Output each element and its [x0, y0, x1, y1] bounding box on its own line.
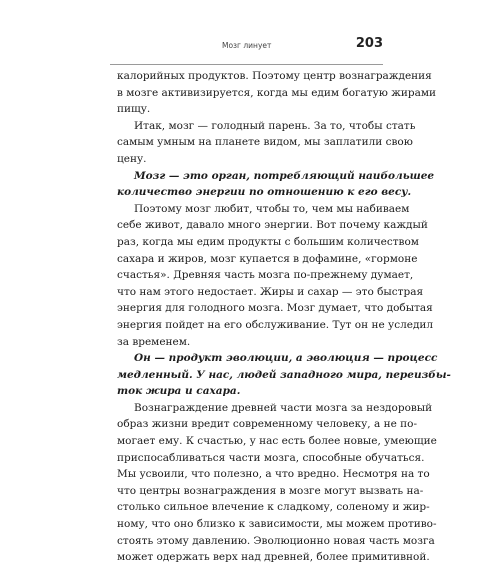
text-line: столько сильное влечение к сладкому, соленому и жир- [117, 501, 430, 514]
text-line: Мы усвоили, что полезно, а что вредно. Несмотря на то [117, 468, 430, 481]
text-line: энергия пойдет на его обслуживание. Тут он не уследил [117, 318, 434, 331]
text-line: стоять этому давлению. Эволюционно новая часть мозга [117, 534, 435, 547]
text-line: Итак, мозг — голодный парень. За то, чтобы стать [134, 119, 416, 132]
page-header [110, 38, 383, 65]
text-line: самым умным на планете видом, мы заплатили свою [117, 136, 413, 149]
emphasis-line: медленный. У нас, людей западного мира, переизбы- [117, 368, 451, 381]
text-line: что нам этого недостает. Жиры и сахар — это быстрая [117, 285, 424, 298]
text-line: энергия для голодного мозга. Мозг думает, что добытая [117, 302, 433, 315]
emphasis-line: ток жира и сахара. [117, 385, 241, 398]
text-line: за временем. [117, 335, 191, 348]
text-line: калорийных продуктов. Поэтому центр вознаграждения [117, 70, 432, 82]
text-line: себе живот, давало много энергии. Вот почему каждый [117, 219, 428, 232]
emphasis-line: Мозг — это орган, потребляющий наибольшее [134, 169, 435, 182]
text-line: Вознаграждение древней части мозга за нездоровый [134, 401, 433, 414]
text-line: что центры вознаграждения в мозге могут вызвать на- [117, 484, 424, 497]
text-line: сахара и жиров, мозг купается в дофамине, «гормоне [117, 252, 418, 265]
text-line: счастья». Древняя часть мозга по-прежнему думает, [117, 269, 414, 282]
text-line: ному, что оно близко к зависимости, мы можем противо- [117, 518, 437, 531]
text-line: цену. [117, 152, 147, 165]
body-text [117, 68, 451, 566]
text-line: образ жизни вредит современному человеку, а не по- [117, 418, 417, 431]
text-line: в мозге активизируется, когда мы едим богатую жирами [117, 86, 437, 99]
page-number: 203 [355, 36, 383, 51]
text-line: может одержать верх над древней, более примитивной. [117, 551, 430, 564]
text-line: Поэтому мозг любит, чтобы то, чем мы набиваем [134, 202, 410, 215]
text-line: раз, когда мы едим продукты с большим количеством [117, 235, 419, 248]
text-line: приспосабливаться части мозга, способные обучаться. [117, 451, 425, 464]
text-line: могает ему. К счастью, у нас есть более новые, умеющие [117, 435, 437, 448]
text-line: пищу. [117, 103, 151, 116]
emphasis-line: количество энергии по отношению к его весу. [117, 186, 412, 199]
running-head: Мозг линует [222, 41, 272, 50]
emphasis-line: Он — продукт эволюции, а эволюция — процесс [134, 352, 438, 365]
